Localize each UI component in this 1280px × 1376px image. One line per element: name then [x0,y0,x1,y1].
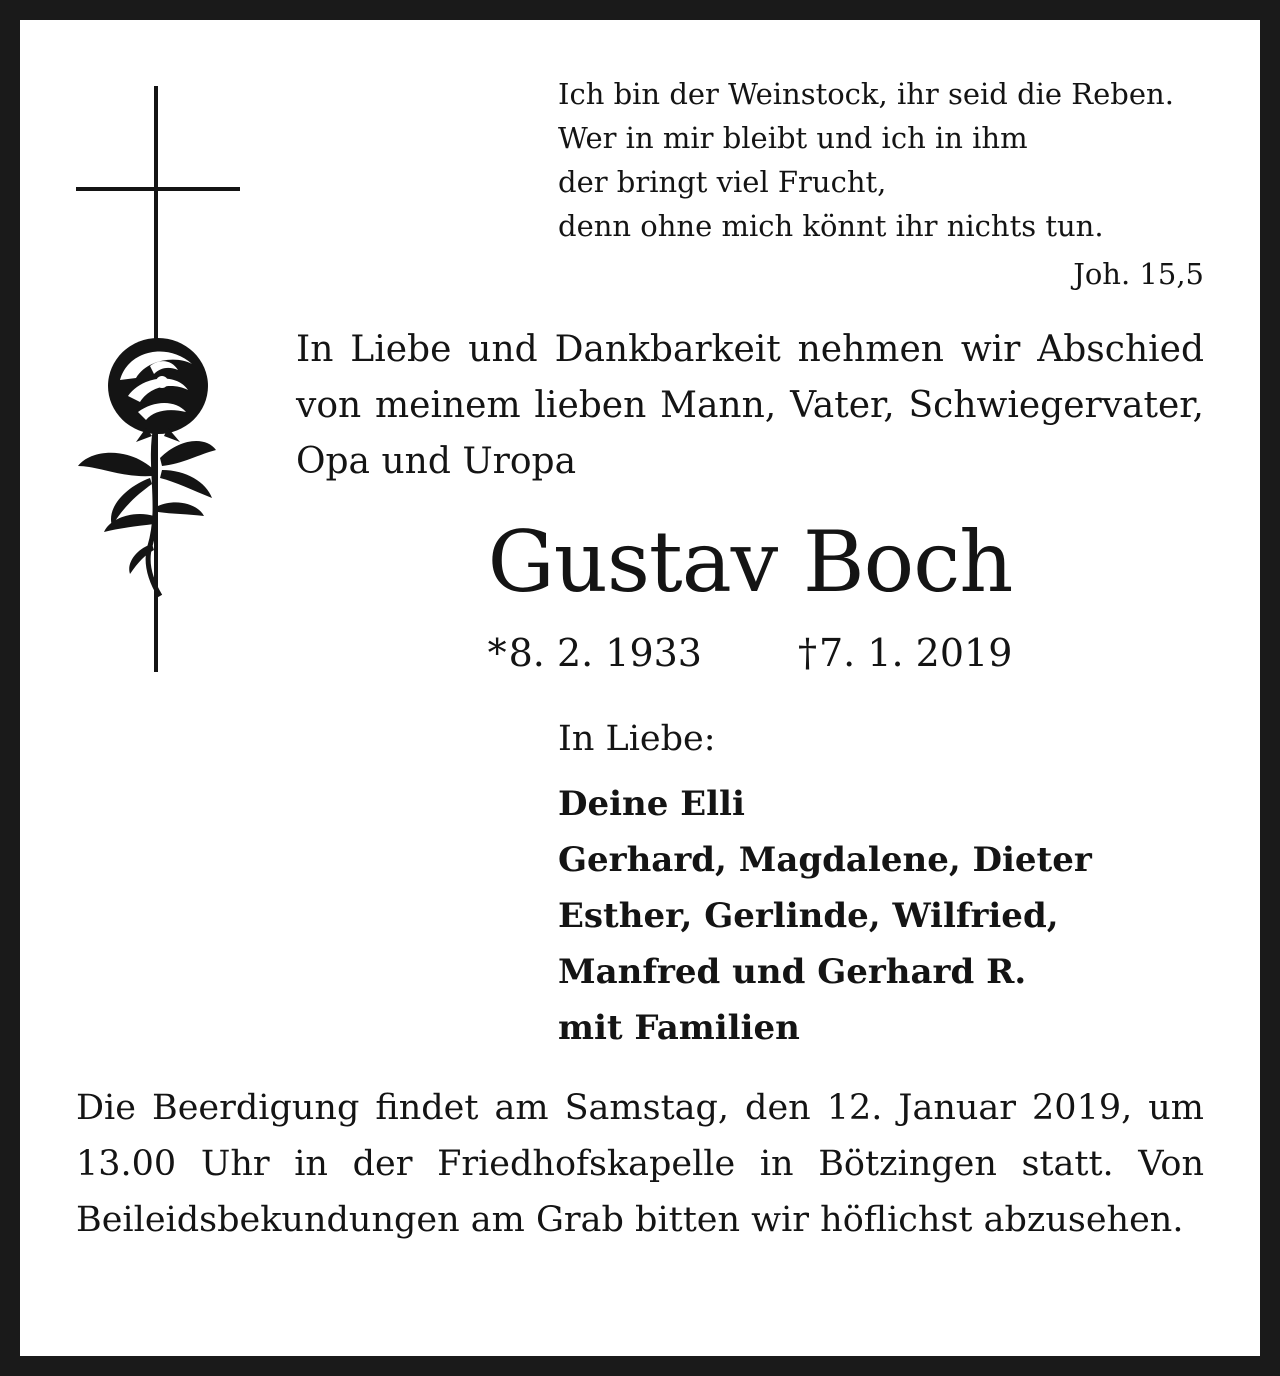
verse-line: der bringt viel Frucht, [558,165,887,199]
mourners-list [558,712,1204,1056]
death-cross-icon: † [798,631,817,675]
life-dates [296,626,1204,680]
bible-verse [558,72,1204,296]
mourner-line: Esther, Gerlinde, Wilfried, [558,896,1059,936]
mourner-line: Gerhard, Magdalene, Dieter [558,840,1092,880]
death-date: 7. 1. 2019 [819,631,1013,675]
mourner-line: Manfred und Gerhard R. [558,952,1027,992]
mourners-label: In Liebe: [558,719,716,759]
verse-line: Ich bin der Weinstock, ihr seid die Reben. [558,77,1174,111]
funeral-notice: Die Beerdigung findet am Samstag, den 12. Januar 2019, um 13.00 Uhr in der Friedhofskapelle in Bötzingen statt. Von Beileidsbekundungen am Grab bitten wir höflichst abzusehen. [76,1088,1204,1240]
death-date-group [798,626,1012,680]
verse-source: Joh. 15,5 [1073,257,1204,291]
verse-line: denn ohne mich könnt ihr nichts tun. [558,209,1104,243]
mourner-line: Deine Elli [558,784,745,824]
birth-date: 8. 2. 1933 [508,631,702,675]
farewell-intro: In Liebe und Dankbarkeit nehmen wir Abschied von meinem lieben Mann, Vater, Schwiegervater, Opa und Uropa [296,329,1204,482]
birth-star-icon: * [487,631,507,675]
cross-with-rose-icon [76,86,240,672]
verse-line: Wer in mir bleibt und ich in ihm [558,121,1028,155]
birth-date-group [488,626,702,680]
deceased-name: Gustav Boch [487,513,1013,611]
mourner-line: mit Familien [558,1008,800,1048]
obituary-card [20,20,1260,1356]
